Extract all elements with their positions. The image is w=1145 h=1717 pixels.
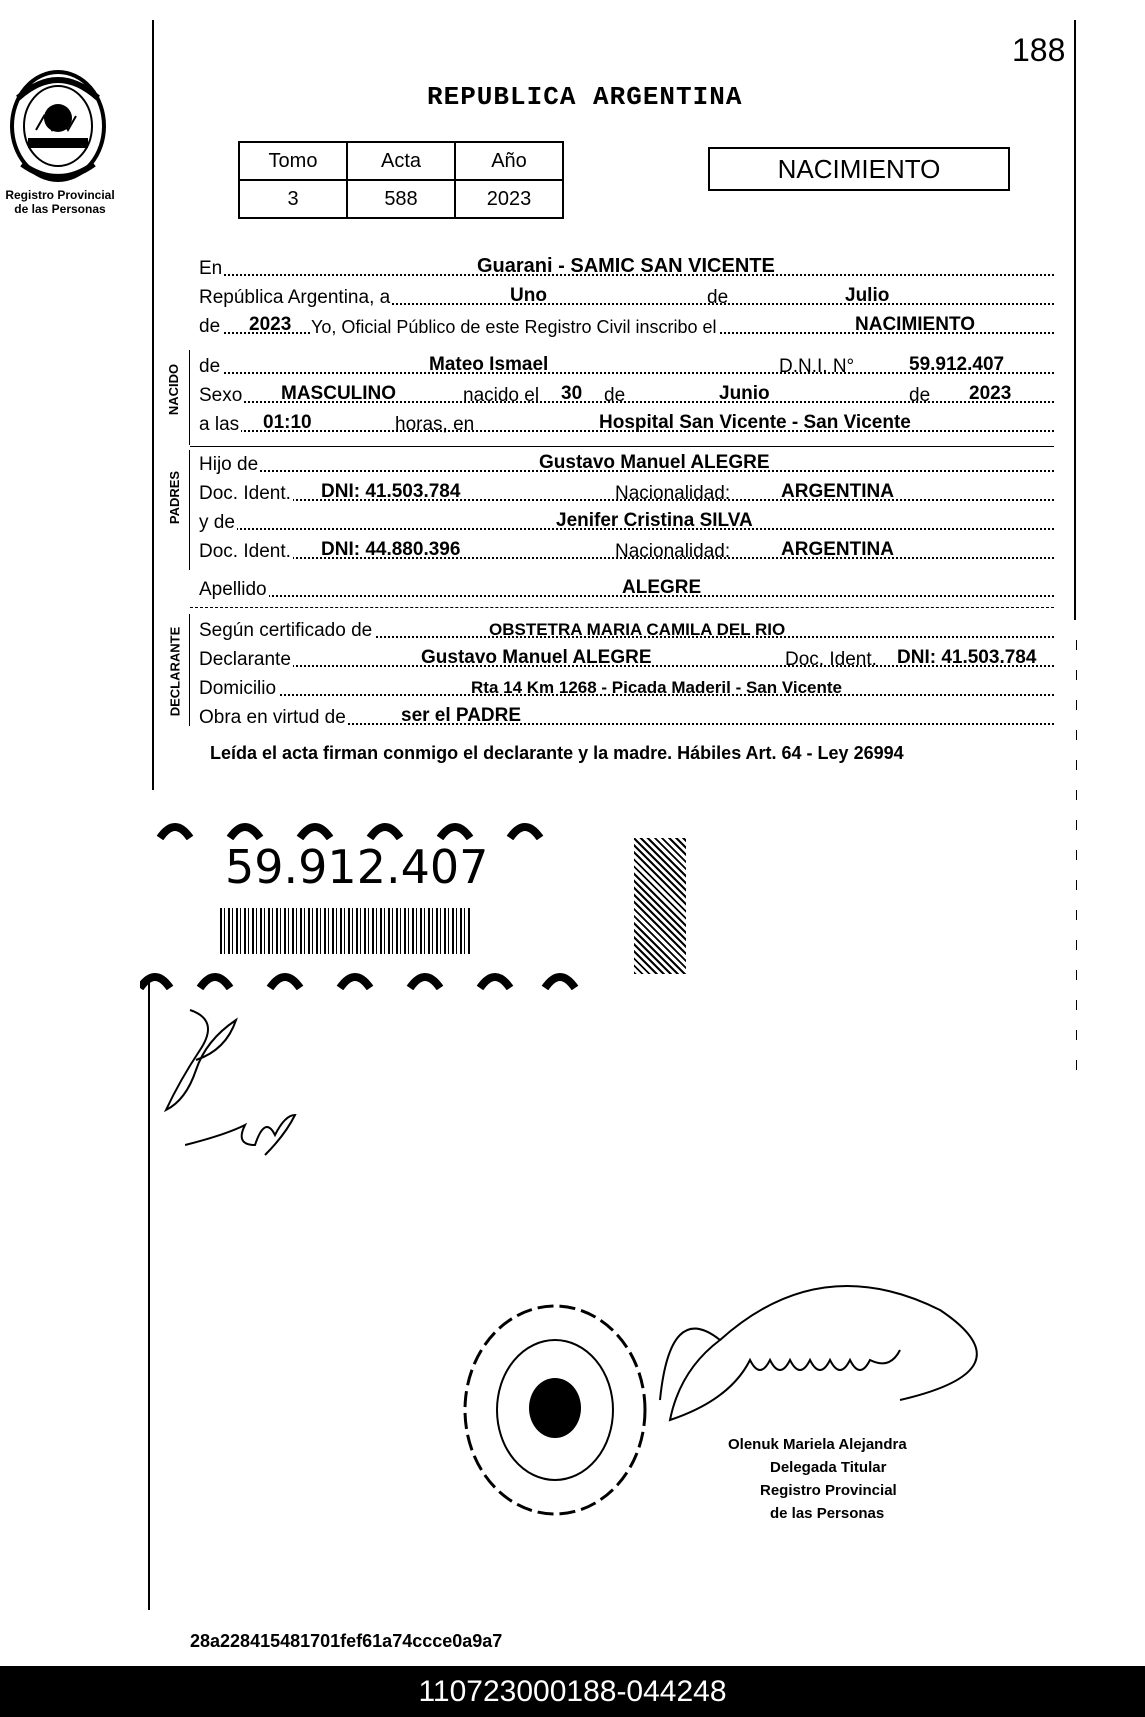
value-anio: 2023 xyxy=(455,180,563,218)
field-dni: 59.912.407 xyxy=(909,354,1005,375)
field-nombre: Mateo Ismael xyxy=(429,354,549,375)
field-padre: Gustavo Manuel ALEGRE xyxy=(539,452,770,473)
hologram xyxy=(634,838,686,974)
field-lugar-nac: Hospital San Vicente - San Vicente xyxy=(599,412,911,433)
record-type-box: NACIMIENTO xyxy=(708,147,1010,191)
field-madre: Jenifer Cristina SILVA xyxy=(556,510,753,531)
row-madre-doc: Doc. Ident. DNI: 44.880.396 Nacionalidad: ARGENTINA xyxy=(199,535,1054,565)
declarant-signature xyxy=(150,1000,240,1120)
row-padre-doc: Doc. Ident. DNI: 41.503.784 Nacionalidad: ARGENTINA xyxy=(199,477,1054,507)
value-tomo: 3 xyxy=(239,180,347,218)
field-hora: 01:10 xyxy=(263,412,312,433)
row-hora: a las 01:10 horas, en Hospital San Vicente - San Vicente xyxy=(199,408,1054,438)
row-obra: Obra en virtud de ser el PADRE xyxy=(199,701,1054,731)
field-sexo: MASCULINO xyxy=(281,383,397,404)
page-number: 188 xyxy=(1012,32,1066,68)
left-border-line xyxy=(152,20,154,790)
barcode xyxy=(220,908,472,954)
field-declarante-doc: DNI: 41.503.784 xyxy=(897,647,1037,668)
mother-signature xyxy=(185,1105,305,1165)
section-padres: PADRES xyxy=(167,470,183,525)
field-domicilio: Rta 14 Km 1268 - Picada Maderil - San Vicente xyxy=(471,678,843,697)
row-domicilio: Domicilio Rta 14 Km 1268 - Picada Maderil - San Vicente xyxy=(199,672,1054,702)
seal-icon xyxy=(8,68,108,186)
right-border-dash xyxy=(1076,640,1077,1080)
dni-sticker xyxy=(140,810,580,990)
field-dia-nac: 30 xyxy=(561,383,583,404)
registry-name: Registro Provincial de las Personas xyxy=(5,188,115,216)
row-lugar: En Guarani - SAMIC SAN VICENTE xyxy=(199,252,1054,282)
row-inscribo: de 2023 Yo, Oficial Público de este Registro Civil inscribo el NACIMIENTO xyxy=(199,310,1054,340)
official-signature xyxy=(640,1280,1040,1440)
right-border-line xyxy=(1074,20,1076,620)
field-madre-doc: DNI: 44.880.396 xyxy=(321,539,461,560)
field-mes: Julio xyxy=(845,285,890,306)
row-sexo: Sexo MASCULINO nacido el 30 de Junio de 2023 xyxy=(199,379,1054,409)
header-tomo: Tomo xyxy=(239,142,347,180)
row-padre: Hijo de Gustavo Manuel ALEGRE xyxy=(199,448,1054,478)
header-acta: Acta xyxy=(347,142,455,180)
field-obra: ser el PADRE xyxy=(401,705,522,726)
field-anio-nac: 2023 xyxy=(969,383,1012,404)
row-fecha: República Argentina, a Uno de Julio xyxy=(199,281,1054,311)
row-declarante: Declarante Gustavo Manuel ALEGRE Doc. Ident. DNI: 41.503.784 xyxy=(199,643,1054,673)
field-dia: Uno xyxy=(510,285,547,306)
record-table xyxy=(238,141,564,219)
field-declarante: Gustavo Manuel ALEGRE xyxy=(421,647,652,668)
document-hash: 28a228415481701fef61a74ccce0a9a7 xyxy=(190,1631,503,1651)
row-apellido: Apellido ALEGRE xyxy=(199,573,1054,603)
official-stamp xyxy=(455,1300,655,1520)
field-certificado: OBSTETRA MARIA CAMILA DEL RIO xyxy=(489,620,786,639)
field-anio: 2023 xyxy=(249,314,292,335)
row-madre: y de Jenifer Cristina SILVA xyxy=(199,506,1054,536)
divider xyxy=(190,607,1054,608)
field-apellido: ALEGRE xyxy=(622,577,702,598)
closing-text: Leída el acta firman conmigo el declarante y la madre. Hábiles Art. 64 - Ley 26994 xyxy=(210,743,904,763)
row-nombre: de Mateo Ismael D.N.I. N° 59.912.407 xyxy=(199,350,1054,380)
field-mes-nac: Junio xyxy=(719,383,770,404)
section-nacido: NACIDO xyxy=(166,363,182,416)
header-anio: Año xyxy=(455,142,563,180)
divider xyxy=(190,446,1054,447)
value-acta: 588 xyxy=(347,180,455,218)
footer-code: 110723000188-044248 xyxy=(418,1675,727,1708)
sticker-dni-number: 59.912.407 xyxy=(225,840,489,894)
row-certificado: Según certificado de OBSTETRA MARIA CAMILA DEL RIO xyxy=(199,614,1054,644)
page-title: REPUBLICA ARGENTINA xyxy=(427,82,743,112)
field-acto: NACIMIENTO xyxy=(855,314,975,335)
official-name-block: Olenuk Mariela Alejandra Delegada Titular Registro Provincial de las Personas xyxy=(728,1436,907,1522)
field-padre-nac: ARGENTINA xyxy=(781,481,894,502)
footer-bar xyxy=(0,1666,1145,1717)
section-declarante: DECLARANTE xyxy=(167,626,183,717)
sticker-border-bottom xyxy=(140,960,580,990)
field-padre-doc: DNI: 41.503.784 xyxy=(321,481,461,502)
provincial-seal xyxy=(8,68,108,186)
sticker-border-top xyxy=(140,810,580,840)
field-madre-nac: ARGENTINA xyxy=(781,539,894,560)
field-lugar: Guarani - SAMIC SAN VICENTE xyxy=(477,255,775,277)
